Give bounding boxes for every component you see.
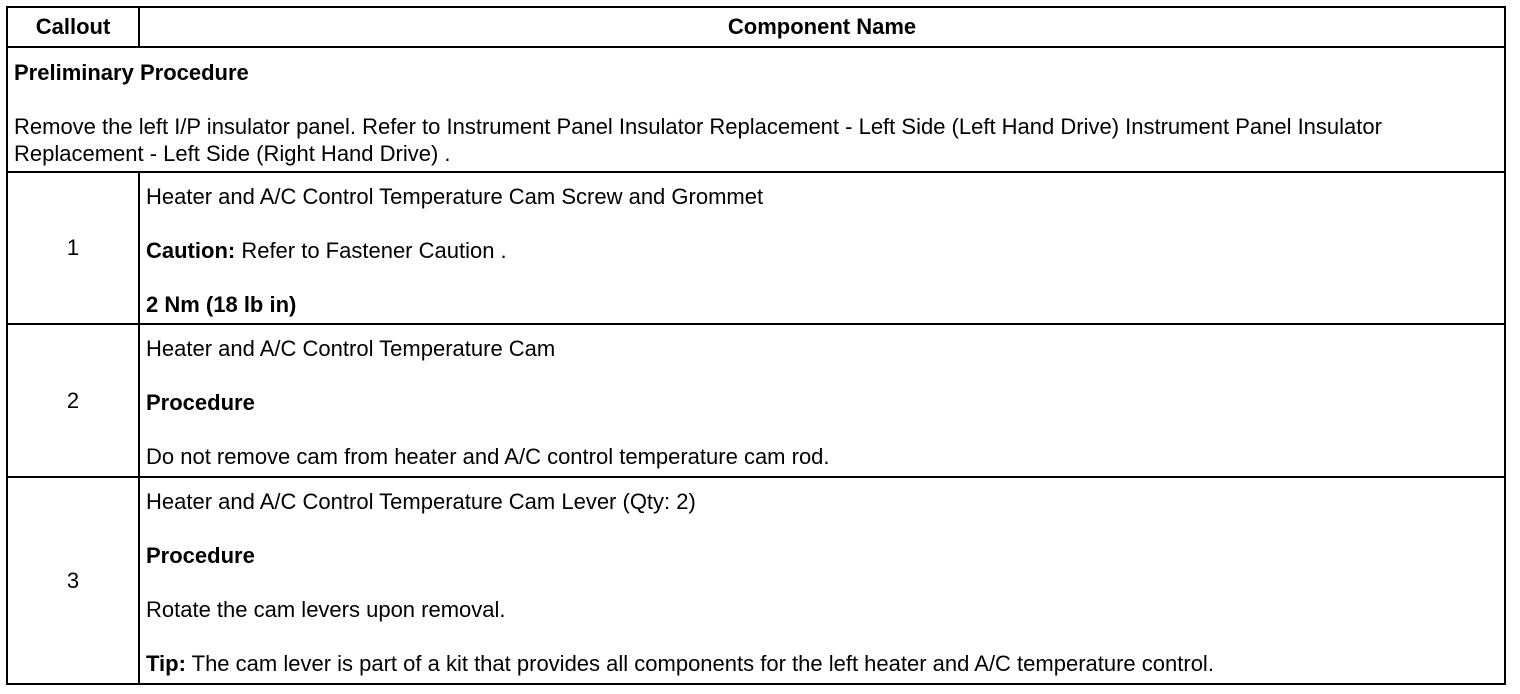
preliminary-text: Remove the left I/P insulator panel. Refer to Instrument Panel Insulator Replacement - Left Side (Left Hand Drive) Instrument Panel Insulator Replacement - Left Side (Right Hand Drive) .: [14, 114, 1382, 166]
caution-label: Caution:: [146, 238, 236, 263]
torque-spec: 2 Nm (18 lb in): [146, 292, 297, 317]
callout-number: 2: [7, 324, 139, 477]
preliminary-title: Preliminary Procedure: [14, 60, 249, 85]
component-name: Heater and A/C Control Temperature Cam: [146, 336, 556, 361]
table-row: [7, 172, 1505, 324]
callout-number: 1: [7, 172, 139, 324]
table-row: [7, 324, 1505, 477]
component-cell: [139, 324, 1505, 477]
preliminary-row: [7, 47, 1505, 172]
procedure-text: Rotate the cam levers upon removal.: [146, 597, 506, 622]
table-row: [7, 477, 1505, 684]
header-row: [7, 7, 1505, 47]
component-name-header: Component Name: [139, 7, 1505, 47]
tip-label: Tip:: [146, 651, 186, 676]
caution-text: Refer to Fastener Caution .: [235, 238, 507, 263]
component-name: Heater and A/C Control Temperature Cam Screw and Grommet: [146, 184, 764, 209]
component-name: Heater and A/C Control Temperature Cam Lever (Qty: 2): [146, 489, 696, 514]
callout-number: 3: [7, 477, 139, 684]
procedure-label: Procedure: [146, 543, 255, 568]
caution-note: [146, 237, 1498, 264]
procedure-text: Do not remove cam from heater and A/C control temperature cam rod.: [146, 444, 830, 469]
tip-text: The cam lever is part of a kit that provides all components for the left heater and A/C temperature control.: [185, 651, 1214, 676]
tip-note: [146, 650, 1498, 677]
procedure-label: Procedure: [146, 390, 255, 415]
component-cell: [139, 172, 1505, 324]
callout-header: Callout: [7, 7, 139, 47]
component-cell: [139, 477, 1505, 684]
component-table: [6, 6, 1506, 685]
preliminary-cell: [7, 47, 1505, 172]
